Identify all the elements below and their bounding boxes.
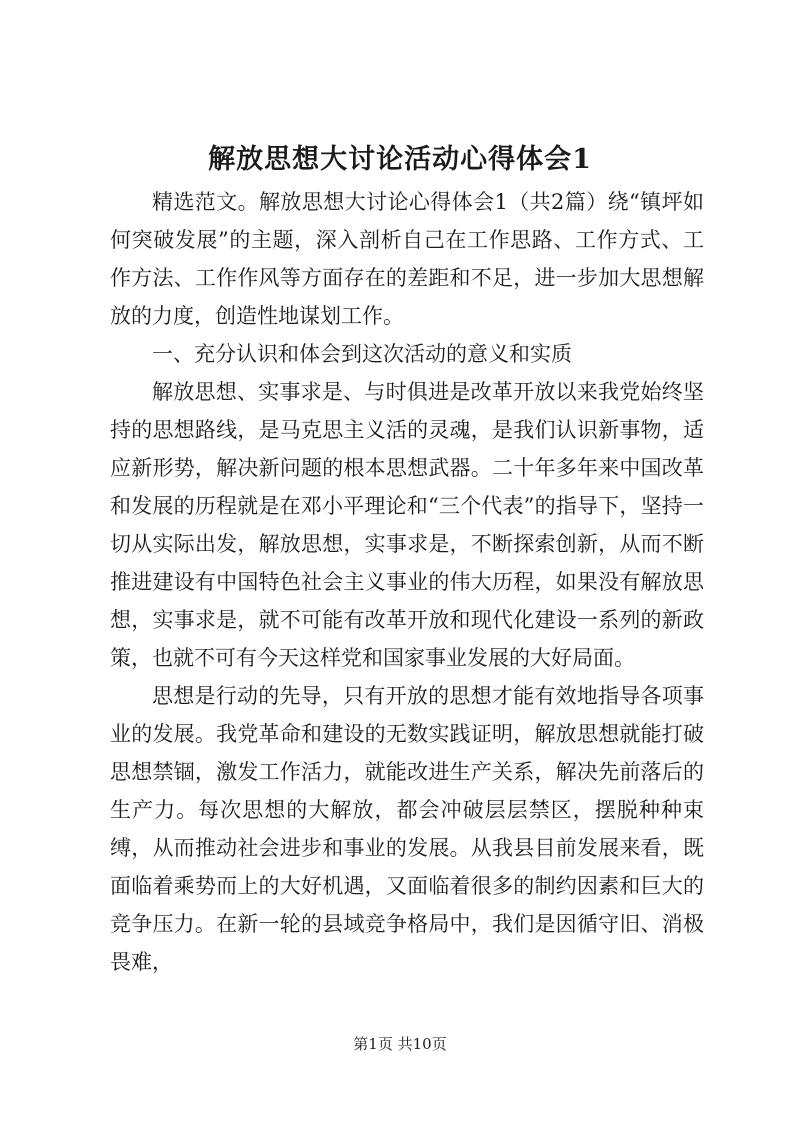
document-title: 解放思想大讨论活动心得体会1 (208, 144, 592, 175)
paragraph-body-1: 解放思想、实事求是、与时俱进是改革开放以来我党始终坚持的思想路线，是马克思主义活的灵魂，是我们认识新事物，适应新形势，解决新问题的根本思想武器。二十年多年来中国改革和发展的历程就是在邓小平理论和“三个代表”的指导下，坚持一切从实际出发，解放思想，实事求是，不断探索创新，从而不断推进建设有中国特色社会主义事业的伟大历程，如果没有解放思想，实事求是，就不可能有改革开放和现代化建设一系列的新政策，也就不可有今天这样党和国家事业发展的大好局面。 (110, 380, 704, 670)
document-body (110, 183, 704, 981)
section-heading: 一、充分认识和体会到这次活动的意义和实质 (152, 342, 572, 366)
paragraph-body-2: 思想是行动的先导，只有开放的思想才能有效地指导各项事业的发展。我党革命和建设的无数实践证明，解放思想就能打破思想禁锢，激发工作活力，就能改进生产关系，解决先前落后的生产力。每次思想的大解放，都会冲破层层禁区，摆脱种种束缚，从而推动社会进步和事业的发展。从我县目前发展来看，既面临着乘势而上的大好机遇，又面临着很多的制约因素和巨大的竞争压力。在新一轮的县域竞争格局中，我们是因循守旧、消极畏难， (110, 684, 704, 974)
paragraph-intro: 精选范文。解放思想大讨论心得体会1（共2篇）绕“镇坪如何突破发展”的主题，深入剖析自己在工作思路、工作方式、工作方法、工作作风等方面存在的差距和不足，进一步加大思想解放的力度，创造性地谋划工作。 (110, 190, 704, 328)
page-number-footer: 第1页 共10页 (353, 1035, 447, 1053)
